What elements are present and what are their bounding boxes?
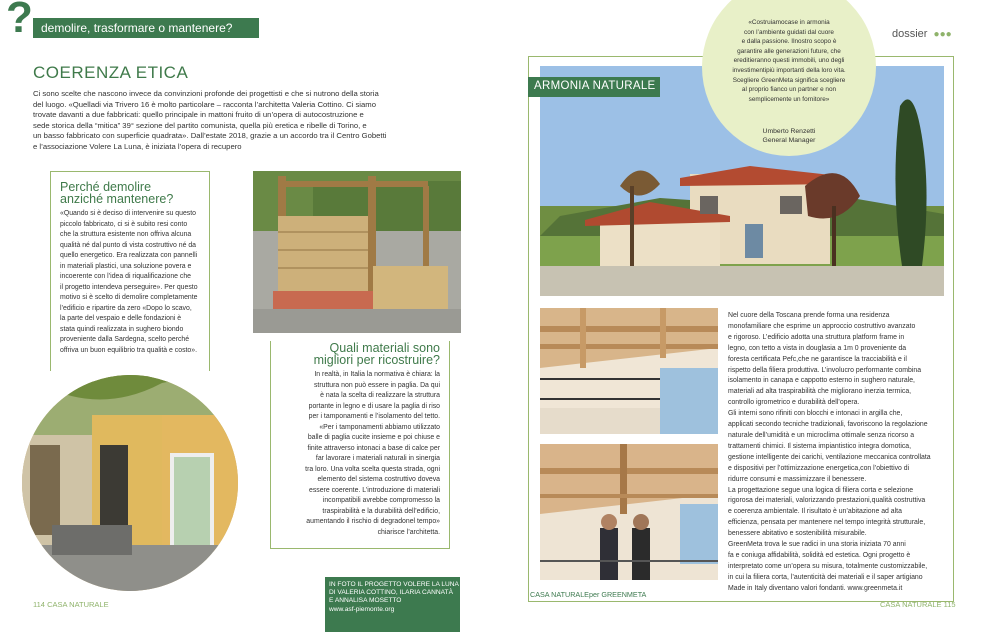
section-label-box [528, 77, 660, 97]
header-tab [33, 18, 259, 38]
header-tab-label: demolire, trasformare o mantenere? [41, 21, 233, 35]
article-text: Nel cuore della Toscana prende forma una residenza monofamiliare che esprime un approccio costruttivo avanzato e rigoroso. L’edificio adotta una struttura platform frame in legno, con tetto a vista in douglasia a 1m 0 proveniente da foresta certificata Pefc,che ne garantisce la tracciabilità e il rispetto della filiera produttiva. L’involucro performante combina isolamento in canapa e cappotto esterno in sughero naturale, materiali ad alta traspirabilità che migliorano inerzia termica, controllo igrometrico e durabilità dell’opera. Gli interni sono rifiniti con blocchi e intonaci in argilla che, applicati secondo tecniche tradizionali, favoriscono la regolazione naturale dell’umidità e un microclima ottimale senza ricorso a trattamenti chimici. Il sistema impiantistico integra domotica, gestione intelligente dei carichi, ventilazione meccanica controllata e dispositivi per l’ottimizzazione energetica,con l’obiettivo di ridurre consumi e massimizzare il benessere. La progettazione segue una logica di filiera corta e selezione rigorosa dei materiali, valorizzando prestazioni,qualità costruttiva e coerenza ambientale. Il risultato è un’abitazione ad alta efficienza, pensata per mantenere nel tempo integrità strutturale, benessere abitativo e sostenibilità misurabile. GreenMeta trova le sue radici in una storia iniziata 70 anni fa e coniuga affidabilità, solidità ed estetica. Ogni progetto è interpretato come un’opera su misura, totalmente customizzabile, in cui la filiera corta, l’autenticità dei materiali e il saper artigiano Made in Italy diventano valori fondanti. www.greenmeta.it [728, 312, 931, 592]
box-demolire-text: «Quando si è deciso di intervenire su questo piccolo fabbricato, ci si è subito resi conto che la struttura esistente non offriva alcuna qualità né dal punto di vista costruttivo né da quello energetico. Era realizzata con pannelli in materiali plastici, una soluzione povera e incoerente con l’idea di riqualificazione che il progetto intendeva perseguire». Per questo motivo si è scelto di demolire completamente l’edificio e ripartire da zero «Dopo lo scavo, la parte del vespaio e delle fondazioni è stata quindi realizzata in sughero biondo proveniente dalla Sardegna, scelto perché offriva un buon equilibrio tra qualità e costo». [60, 210, 198, 354]
dossier-label [892, 28, 952, 40]
box-materiali-title: Quali materiali sono migliori per ricostruire? [313, 341, 440, 367]
box-demolire-title: Perché demolire anziché mantenere? [60, 180, 174, 206]
intro-paragraph: Ci sono scelte che nascono invece da convinzioni profonde dei progettisti e che si nutrono della storia del luogo. «Quelladi via Trivero 16 è molto particolare – racconta l’architetta Valeria Cottino. Ci siamo trovate davanti a due fabbricati: quello principale in mattoni fruito di un’opera di autocostruzione e sede storica della “mitica” 39° sezione del partito comunista, quella più eretica e ribelle di Torino, e un basso fabbricato con superficie quadrata». Dall’estate 2018, grazie a un accordo tra il Centro Gobetti e l’associazione Volere La Luna, è iniziata l’opera di recupero [33, 89, 387, 151]
straw-bale-illustration [253, 171, 461, 333]
left-folio [33, 600, 109, 609]
interior-photo-bottom [540, 444, 718, 580]
straw-bale-photo [253, 171, 461, 333]
right-folio [880, 600, 956, 609]
right-folio-label: CASA NATURALE [880, 600, 942, 609]
dossier-dots-icon: ●●● [933, 29, 952, 40]
right-caption: CASA NATURALEper GREENMETA [530, 590, 647, 599]
page-title: COERENZA ETICA [33, 63, 189, 82]
photo-caption-box [325, 577, 460, 632]
courtyard-photo [22, 375, 238, 591]
quote-circle [702, 0, 876, 156]
interior-photo-top [540, 308, 718, 434]
quote-text: «Costruiamocase in armonia con l’ambiente guidati dal cuore e dalla passione. Ilnostro scopo è garantire alle generazioni future, che ereditieranno questi immobili, uno degli investimentipiù importanti della loro vita. Scegliere GreenMeta significa scegliere al proprio fianco un partner e non semplicemente un fornitore» [732, 19, 846, 103]
quote-author: Umberto Renzetti [762, 128, 816, 135]
quote-role: General Manager [762, 137, 816, 144]
courtyard-photo-illustration [22, 375, 238, 591]
question-mark: ? [6, 0, 33, 42]
right-page [495, 0, 990, 632]
box-materiali-text: In realtà, in Italia la normativa è chiara: la struttura non può essere in paglia. Da qui è nata la scelta di realizzare la struttura portante in legno e di usare la paglia di riso per i tamponamenti e l’isolamento del tetto. «Per i tamponamenti abbiamo utilizzato balle di paglia cucite insieme e poi chiuse e finite attraverso intonaci a base di calce per far lavorare i materiali naturali in sinergia tra loro. Una volta scelta questa strada, ogni elemento del sistema costruttivo doveva essere coerente. L’introduzione di materiali incompatibili avrebbe compromesso la traspirabilità e la durabilità dell’edificio, aumentando il rischio di degradonel tempo» chiarisce l’architetta. [305, 371, 440, 536]
left-folio-number: 114 [33, 600, 45, 609]
right-folio-number: 115 [943, 600, 956, 609]
photo-caption: IN FOTO IL PROGETTO VOLERE LA LUNA DI VALERIA COTTINO, ILARIA CANNATÀ E ANNALISA MOSETTO www.asf-piemonte.org [329, 581, 459, 613]
interior-bottom-illustration [540, 444, 718, 580]
dossier-text: dossier [892, 28, 928, 40]
left-folio-label: CASA NATURALE [47, 600, 109, 609]
interior-top-illustration [540, 308, 718, 434]
section-label: ARMONIA NATURALE [534, 80, 656, 92]
